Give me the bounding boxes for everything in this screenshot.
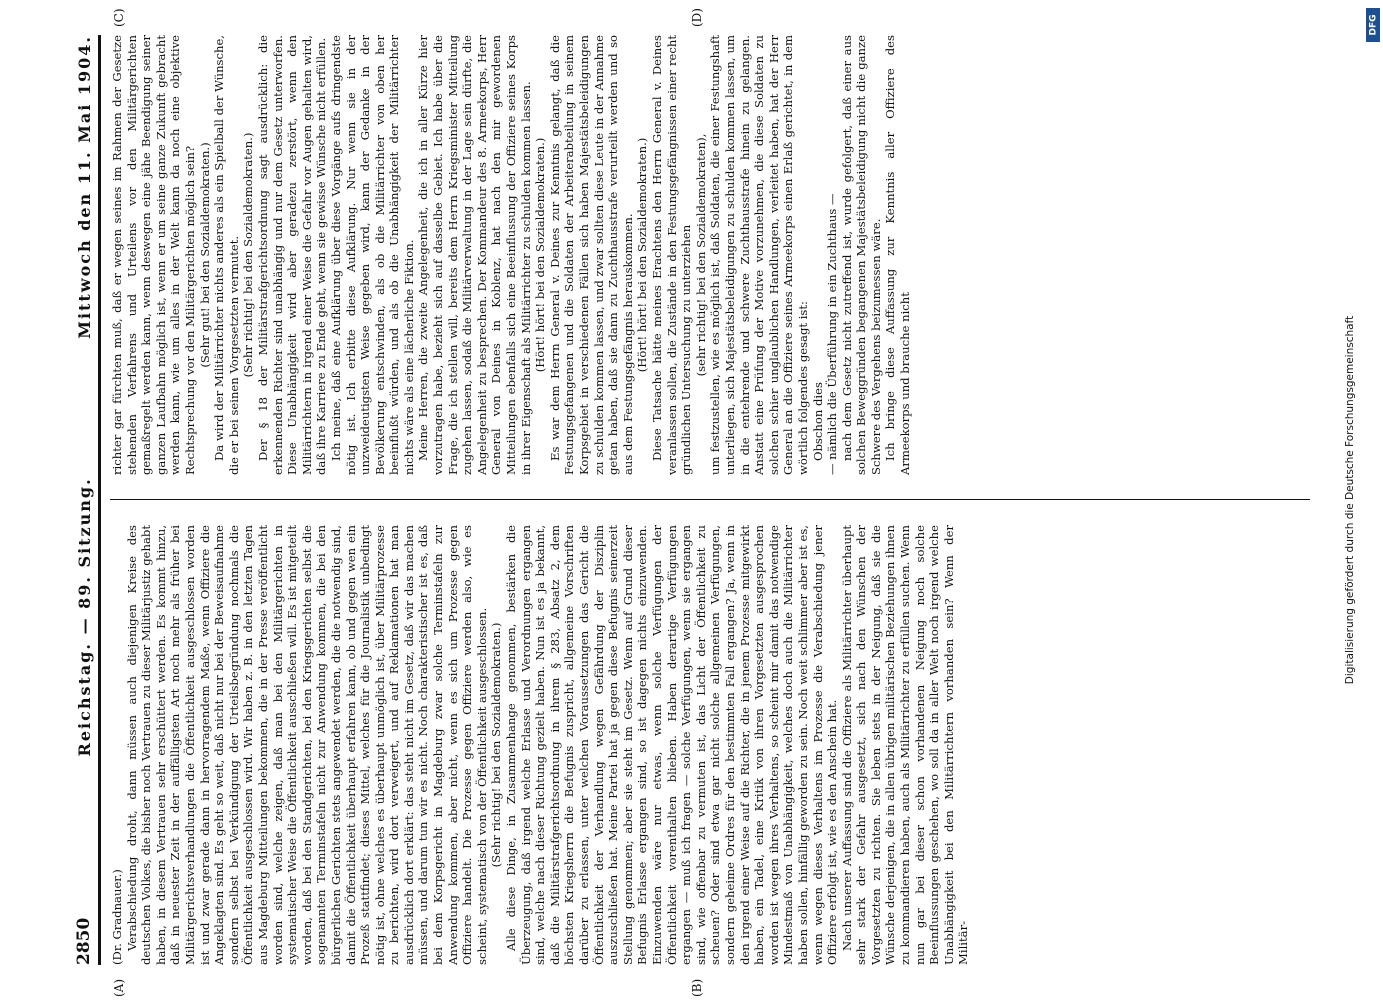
paragraph: um festzustellen, wie es möglich ist, daß Soldaten, die einer Festungshaft unterliegen, sich Majestätsbeleidigungen zu schulden kommen lassen, um in die entehrende und schwere Zuchthausstrafe hinein zu gelangen. Anstatt eine Prüfung der Motive vorzunehmen, die diese Soldaten zu solchen schier unglaublichen Handlungen, verleitet haben, hat der Herr General an die Offiziere seines Armeekorps einen Erlaß gerichtet, in dem wörtlich folgendes gesagt ist: <box>708 35 810 475</box>
paragraph: Alle diese Dinge, in Zusammenhange genommen, bestärken die Überzeugung, daß irgend welche Erlasse und Verordnungen ergangen sind, welche nach dieser Richtung gezielt haben. Nun ist es ja bekannt, daß die Militärstrafgerichtsordnung in ihrem § 283, Absatz 2, dem höchsten Kriegsherrn die Befugnis zuspricht, allgemeine Vorschriften darüber zu erlassen, unter welchen Voraussetzungen das Gericht die Öffentlichkeit der Verhandlung wegen Gefährdung der Disziplin auszuschließen hat. Meine Partei hat ja gegen diese Befugnis seinerzeit Stellung genommen; aber sie steht im Gesetz. Wenn auf Grund dieser Befugnis Erlasse ergangen sind, so ist dagegen nichts einzuwenden. Einzuwenden wäre nur etwas, wenn solche Verfügungen der Öffentlichkeit vorenthalten blieben. Haben derartige Verfügungen ergangen — muß ich fragen — solche Verfügungen, wenn sie ergangen sind, wie offenbar zu vermuten ist, das Licht der Öffentlichkeit zu scheuen? Oder sind etwa gar nicht solche allgemeinen Verfügungen, sondern geheime Ordres für den bestimmten Fall ergangen? Ja, wenn in den irgend einer Weise auf die Richter, die in jenem Prozesse mitgewirkt haben, ein Tadel, eine Kritik von ihren Vorgesetzten ausgesprochen worden ist wegen ihres Verhaltens, so scheint mir damit das notwendige Mindestmaß von Unabhängigkeit, welches doch auch die Militärrichter haben sollen, hinfällig geworden zu sein. Noch weit schlimmer aber ist es, wenn wegen dieses Verhaltens im Prozesse die Verabschiedung jener Offiziere erfolgt ist, wie es den Anschein hat. <box>504 525 840 965</box>
interjection: (Sehr gut! bei den Sozialdemokraten.) <box>197 142 212 368</box>
left-column <box>110 525 1310 965</box>
paragraph: Da wird der Militärrichter nichts anderes als ein Spielball der Wünsche, die er bei seinen Vorgesetzten vermutet. <box>212 35 241 475</box>
quote-line: nach dem Gesetz nicht zutreffend ist, wurde gefolgert, daß einer aus solchen Beweggründen begangenen Majestätsbeleidigung nicht die ganze Schwere des Vergehens beizumessen wäre. <box>839 35 883 475</box>
paragraph: Nach unserer Auffassung sind die Offiziere als Militärrichter überhaupt sehr stark der Gefahr ausgesetzt, sich nach den Wünschen der Vorgesetzten zu richten. Sie leben stets in der Neigung, daß sie die Wünsche derjenigen, die in allen übrigen militärischen Beziehungen ihnen zu kommandieren haben, auch als Militärrichter zu erfüllen suchen. Wenn nun gar bei dieser schon vorhandenen Neigung noch solche Beeinflussungen geschehen, wo soll da in aller Welt noch irgend welche Unabhängigkeit bei den Militärrichtern vorhanden sein? Wenn der Militär- <box>839 525 971 965</box>
quote-aside: — nämlich die Überführung in ein Zuchthaus — <box>825 193 840 475</box>
speaker-note: (Dr. Gradnauer.) <box>110 869 124 965</box>
interjection: (Sehr richtig! bei den Sozialdemokraten.) <box>489 622 504 868</box>
dfg-logo <box>1366 8 1380 42</box>
newspaper-page <box>50 8 1320 997</box>
column-divider <box>110 499 1310 500</box>
page-number: 2850 <box>74 917 94 965</box>
dfg-logo-text: DFG <box>1368 14 1379 36</box>
right-column <box>110 35 1310 475</box>
header-rule <box>98 35 101 965</box>
paragraph: Diese Tatsache hätte meines Erachtens den Herrn General v. Deines veranlassen sollen, die Zustände in den Festungsgefängnissen einer recht gründlichen Untersuchung zu unterziehen <box>649 35 694 475</box>
margin-marker-b: (B) <box>690 978 704 997</box>
paragraph: Verabschiedung droht, dann müssen auch diejenigen Kreise des deutschen Volkes, die bisher noch Vertrauen zu dieser Militärjustiz gehabt haben, in diesem Vertrauen sehr erschüttert werden. Es kommt hinzu, daß in neuester Zeit in der auffälligsten Art noch mehr als früher bei Militärgerichtsverhandlungen die Öffentlichkeit ausgeschlossen worden ist und zwar gerade dann in hervorragendem Maße, wenn Offiziere die Angeklagten sind. Es geht so weit, daß nicht nur bei der Beweisaufnahme sondern selbst bei Verkündigung der Urteilsbegründung nochmals die Öffentlichkeit ausgeschlossen wird. Wir haben z. B. in den letzten Tagen aus Magdeburg Mitteilungen bekommen, die in der Presse veröffentlicht worden sind, welche zeigen, daß man bei den Militärgerichten in systematischer Weise die Öffentlichkeit ausschließen will. Es ist mitgeteilt worden, daß bei den Standgerichten, bei den Kriegsgerichten selbst die sogenannten Terminstafeln nicht zur Anwendung kommen, die bei den bürgerlichen Gerichten stets angewendet werden, die die notwendig sind, damit die Öffentlichkeit überhaupt erfahren kann, ob und gegen wen ein Prozeß stattfindet; dieses Mittel, welches für die Journalistik unbedingt nötig ist, ohne welches es überhaupt unmöglich ist, über Militärprozesse zu berichten, wird dort verweigert, und auf Reklamationen hat man ausdrücklich dort erklärt: das steht nicht im Gesetz, daß wir das machen müssen, und darum tun wir es nicht. Noch charakteristischer ist es, daß bei dem Korpsgericht in Magdeburg zwar solche Terminstafeln zur Anwendung kommen, aber nicht, wenn es sich um Prozesse gegen Offiziere handelt. Die Prozesse gegen Offiziere werden also, wie es scheint, systematisch von der Öffentlichkeit ausgeschlossen. <box>124 525 489 965</box>
digitization-credit: Digitalisierung gefördert durch die Deutsche Forschungsgemeinschaft <box>1344 315 1356 685</box>
interjection: (Sehr richtig! bei den Sozialdemokraten.) <box>241 132 256 378</box>
margin-marker-c: (C) <box>112 8 126 27</box>
session-date: Mittwoch den 11. Mai 1904. <box>75 35 94 339</box>
interjection: (sehr richtig! bei den Sozialdemokraten), <box>693 133 708 377</box>
paragraph: Der § 18 der Militärstrafgerichtsordnung sagt ausdrücklich: die erkennenden Richter sind unabhängig und nur dem Gesetz unterworfen. Diese Unabhängigkeit wird aber geradezu zerstört, wenn den Militärrichtern in irgend einer Weise die Gefahr vor Augen gehalten wird, daß ihre Karriere zu Ende geht, wenn sie gewisse Wünsche nicht erfüllen. <box>255 35 329 475</box>
session-title: Reichstag. — 89. Sitzung. <box>75 477 94 757</box>
page-header <box>50 35 94 965</box>
quote-line: Ich bringe diese Auffassung zur Kenntnis aller Offiziere des Armeekorps und brauche nicht <box>883 35 913 475</box>
quote-line: Obschon dies <box>810 382 825 461</box>
margin-marker-a: (A) <box>112 978 126 997</box>
paragraph: Meine Herren, die zweite Angelegenheit, die ich in aller Kürze hier vorzutragen habe, bezieht sich auf dasselbe Gebiet. Ich habe über die Frage, die ich stellen will, bereits dem Herrn Kriegsminister Mitteilung zugehen lassen, sodaß die Militärverwaltung in der Lage sein dürfte, die Angelegenheit zu besprechen. Der Kommandeur des 8. Armeekorps, Herr General von Deines in Koblenz, hat nach den mir gewordenen Mitteilungen ebenfalls sich eine Beeinflussung der Offiziere seines Korps in ihrer Eigenschaft als Militärrichter zu schulden kommen lassen. <box>416 35 533 475</box>
interjection: (Hört! hört! bei den Sozialdemokraten.) <box>533 137 548 373</box>
paragraph: Es war dem Herrn General v. Deines zur Kenntnis gelangt, daß die Festungsgefangenen und die Soldaten der Arbeiterabteilung in seinem Korpsgebiet in verschiedenen Fällen sich haben Majestätsbeleidigungen zu schulden kommen lassen, und zwar sollten diese Leute in der Annahme getan haben, daß sie dann zu Zuchthausstrafe verurteilt werden und so aus dem Festungsgefängnis herauskommen. <box>547 35 635 475</box>
paragraph: richter gar fürchten muß, daß er wegen seines im Rahmen der Gesetze stehenden Verfahrens und Urteilens vor den Militärgerichten gemaßregelt werden kann, wenn deswegen eine jähe Beendigung seiner ganzen Laufbahn möglich ist, wenn er um seine ganze Zukunft gebracht werden kann, wie um alles in der Welt kann da noch eine objektive Rechtsprechung vor den Militärgerichten möglich sein? <box>110 35 197 475</box>
margin-marker-d: (D) <box>690 8 704 27</box>
interjection: (Hört! hört! bei den Sozialdemokraten.) <box>635 137 650 373</box>
paragraph: Ich meine, daß eine Aufklärung über diese Vorgänge aufs dringendste nötig ist. Ich erbitte diese Aufklärung. Nur wenn sie in der unzweideutigsten Weise gegeben wird, kann der Gedanke in der Bevölkerung entschwinden, als ob die Militärrichter von oben her beeinflußt würden, und als ob die Unabhängigkeit der Militärrichter nichts wäre als eine lächerliche Fiktion. <box>328 35 416 475</box>
